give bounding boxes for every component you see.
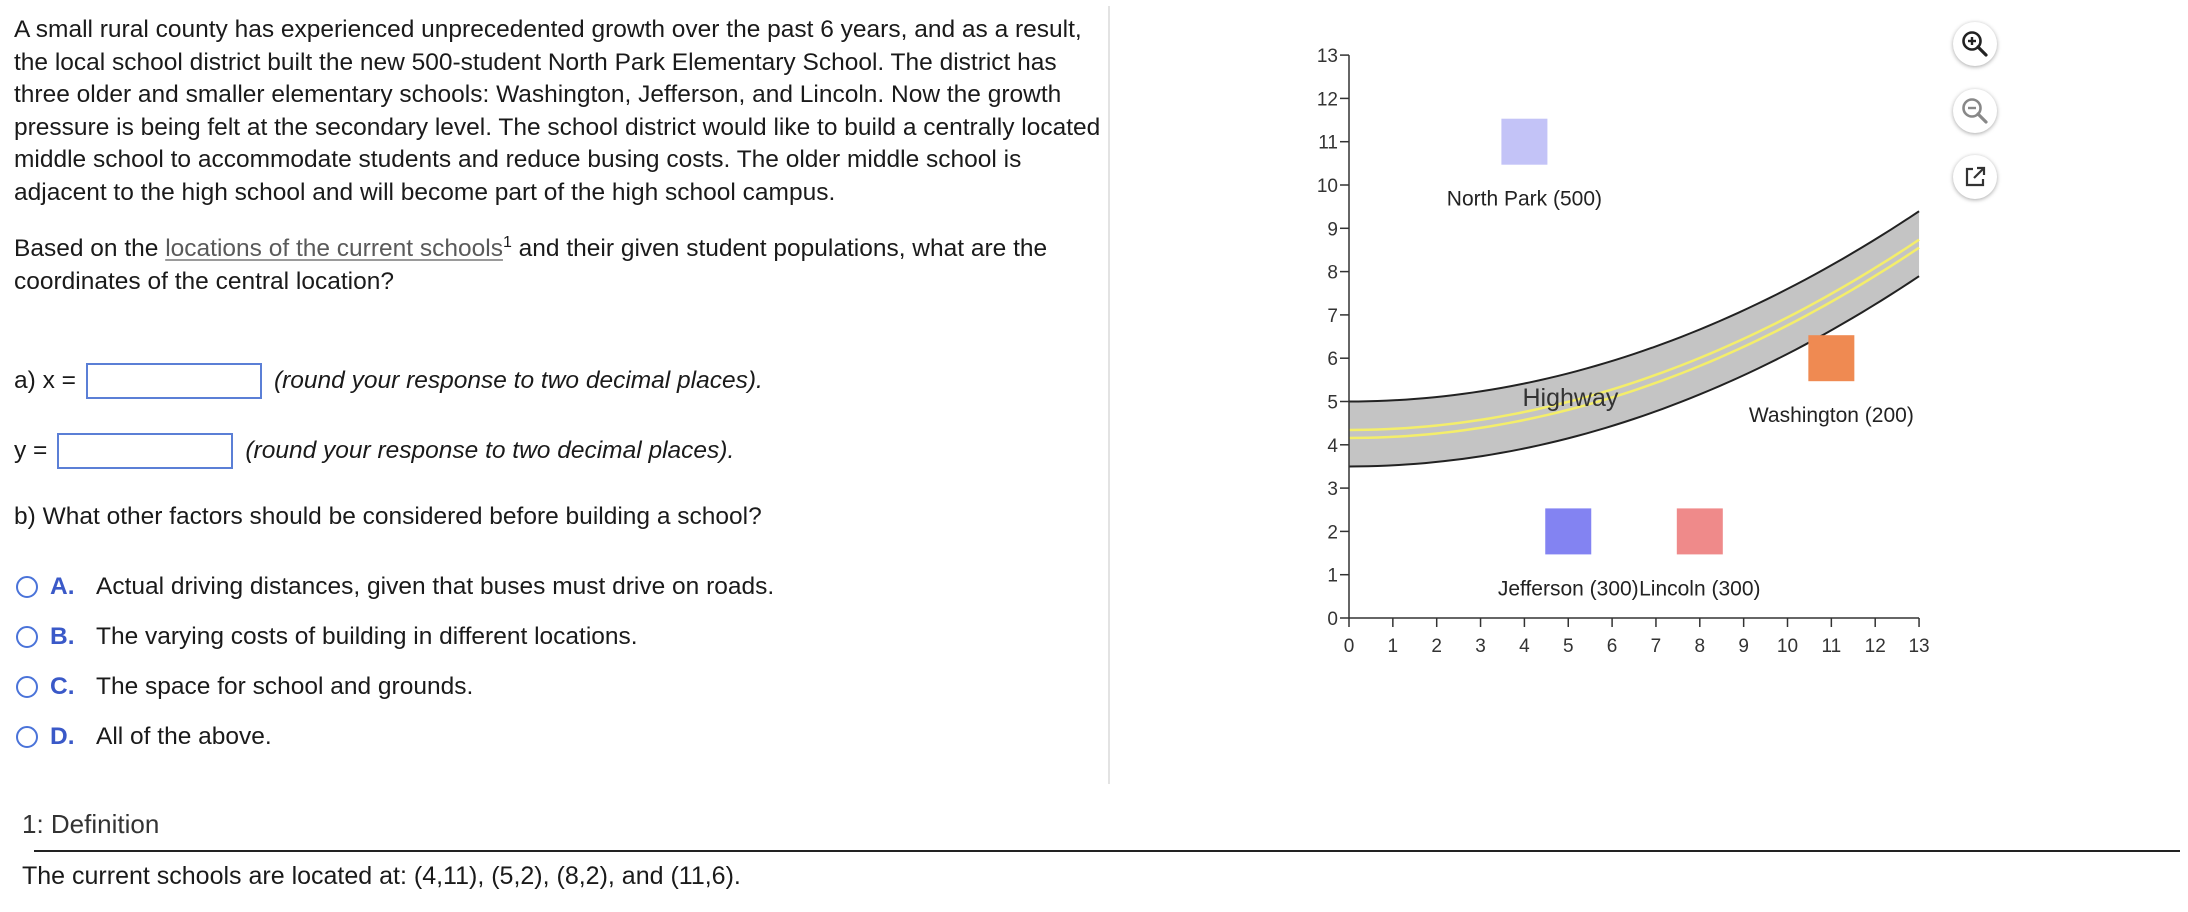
zoom-in-button[interactable]: [1953, 22, 1997, 66]
y-label: y =: [14, 437, 48, 464]
footnote-ref[interactable]: 1: [502, 233, 512, 251]
popout-icon: [1962, 164, 1988, 190]
y-tick-label: 0: [1327, 609, 1338, 630]
part-b-question: b) What other factors should be considered before building a school?: [14, 503, 762, 530]
x-tick-label: 2: [1431, 636, 1442, 657]
school-marker: [1677, 508, 1723, 554]
definition-link[interactable]: locations of the current schools: [165, 235, 503, 262]
x-tick-label: 7: [1650, 636, 1662, 657]
school-label: Lincoln (300): [1639, 577, 1761, 601]
zoom-in-icon: [1960, 29, 1990, 59]
y-tick-label: 4: [1327, 435, 1338, 457]
x-tick-label: 9: [1738, 636, 1749, 657]
y-tick-label: 11: [1318, 132, 1338, 154]
choice-a[interactable]: A. Actual driving distances, given that buses must drive on roads.: [16, 573, 774, 601]
y-tick-label: 12: [1316, 89, 1338, 111]
zoom-out-button[interactable]: [1953, 89, 1997, 133]
footnote-heading: 1: Definition: [22, 809, 160, 839]
x-tick-label: 0: [1343, 636, 1355, 657]
zoom-out-icon: [1960, 96, 1990, 126]
x-hint: (round your response to two decimal places).: [273, 367, 763, 394]
x-tick-label: 10: [1776, 636, 1799, 657]
y-tick-label: 8: [1327, 262, 1338, 284]
y-tick-label: 2: [1327, 522, 1338, 544]
choice-d[interactable]: D. All of the above.: [16, 723, 272, 751]
school-label: North Park (500): [1446, 187, 1603, 211]
x-tick-label: 13: [1908, 636, 1930, 657]
problem-statement: A small rural county has experienced unprecedented growth over the past 6 years, and as a result, the local school district built the new 500-student North Park Elementary School. The district has three older and smaller elementary schools: Washington, Jefferson, and Lincoln. Now the growth pressure is being felt at the secondary level. The school district would like to build a centrally located middle school to accommodate students and reduce busing costs. The older middle school is adjacent to the high school and will become part of the high school campus.: [14, 16, 1101, 206]
x-tick-label: 6: [1606, 636, 1618, 657]
y-tick-label: 10: [1316, 176, 1338, 197]
y-tick-label: 5: [1327, 392, 1338, 414]
x-label: a) x =: [14, 367, 76, 394]
school-marker: [1501, 119, 1547, 165]
choice-b[interactable]: B. The varying costs of building in different locations.: [16, 623, 638, 651]
question-prompt: Based on the locations of the current schools$^1$ and their given student populations, what are the coordinates of the central location?: [14, 233, 1048, 295]
y-tick-label: 7: [1327, 305, 1338, 327]
x-tick-label: 4: [1519, 636, 1530, 657]
y-hint: (round your response to two decimal places).: [245, 437, 735, 464]
y-tick-label: 1: [1327, 565, 1338, 587]
y-tick-label: 6: [1327, 349, 1338, 371]
school-marker: [1808, 335, 1854, 381]
school-label: Washington (200): [1748, 404, 1914, 428]
footnote-text: The current schools are located at: (4,11), (5,2), (8,2), and (11,6).: [22, 862, 741, 890]
x-tick-label: 3: [1475, 636, 1486, 657]
x-tick-label: 1: [1387, 636, 1399, 657]
school-marker: [1545, 508, 1591, 554]
y-tick-label: 13: [1316, 46, 1338, 68]
highway-label: Highway: [1522, 383, 1619, 412]
y-tick-label: 9: [1327, 219, 1338, 241]
x-tick-label: 8: [1694, 636, 1706, 657]
x-tick-label: 11: [1821, 636, 1842, 657]
y-tick-label: 3: [1327, 479, 1338, 501]
x-tick-label: 12: [1864, 636, 1886, 657]
school-label: Jefferson (300): [1497, 577, 1639, 601]
popout-button[interactable]: [1953, 155, 1997, 199]
choice-c[interactable]: C. The space for school and grounds.: [16, 673, 473, 701]
x-tick-label: 5: [1562, 636, 1574, 657]
